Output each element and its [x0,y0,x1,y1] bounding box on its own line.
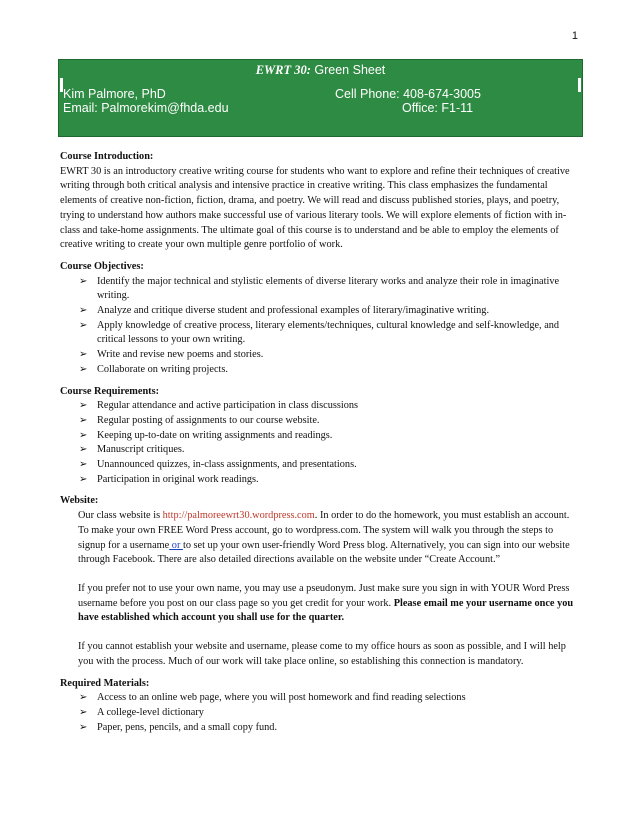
banner-title [59,63,582,78]
banner-row-1 [63,87,578,101]
header-banner [58,59,583,137]
website-paragraph-3: If you cannot establish your website and username, please come to my office hours as soon as possible, and I will help you with the process. Much of our work will take place online, so establishing this connection is mandatory. [78,641,566,667]
materials-list [60,691,580,735]
objectives-list [60,275,580,378]
website-section [60,494,580,669]
website-link[interactable]: http://palmoreewrt30.wordpress.com [162,510,315,522]
materials-section [60,677,580,736]
list-item: ➢ Keeping up-to-date on writing assignments and readings. [79,429,580,444]
list-item: ➢ Apply knowledge of creative process, literary elements/techniques, cultural knowledge and self-knowledge, and critical lessons to your own writing. [79,319,580,348]
list-item: ➢ Manuscript critiques. [79,443,580,458]
list-item: ➢ A college-level dictionary [79,706,580,721]
website-body [60,509,580,669]
course-code: EWRT 30: [255,63,311,77]
list-item: ➢ Write and revise new poems and stories. [79,348,580,363]
page-number: 1 [571,30,578,42]
requirements-heading: Course Requirements: [60,385,160,397]
website-heading: Website: [60,495,99,507]
banner-right-mark [578,78,581,92]
requirements-section [60,385,580,488]
intro-section [60,150,580,253]
title-rest: Green Sheet [310,63,386,77]
email-instruction: Please email me your username once you have established which account you shall use for the quarter. [78,597,574,624]
or-link[interactable]: or [169,539,183,551]
list-item: ➢ Identify the major technical and stylistic elements of diverse literary works and analyze their role in imaginative writing. [79,275,580,304]
requirements-list [60,399,580,487]
objectives-section [60,260,580,378]
instructor-name: Kim Palmore, PhD [63,87,166,101]
website-paragraph-2 [78,582,580,626]
intro-heading: Course Introduction: [60,151,154,162]
text-run: to set up your own user-friendly Word Press blog. Alternatively, you can sign into our website through Facebook. There are also detailed directions available on the website under “Create Account.” [78,539,570,566]
list-item: ➢ Collaborate on writing projects. [79,363,580,378]
text-run: If you prefer not to use your own name, you may use a pseudonym. Just make sure you sign in with YOUR Word Press username before you post on our class page so you get credit for your work. [78,582,570,609]
list-item: ➢ Access to an online web page, where you will post homework and find reading selections [79,691,580,706]
list-item: ➢ Analyze and critique diverse student and professional examples of literary/imaginative writing. [79,304,580,319]
website-paragraph-1 [78,509,580,568]
document-body [60,150,580,742]
list-item: ➢ Unannounced quizzes, in-class assignments, and presentations. [79,458,580,473]
intro-text: EWRT 30 is an introductory creative writing course for students who want to explore and refine their techniques of creative writing through both critical analysis and intensive practice in creative writing. This class emphasizes the fundamental elements of creative non-fiction, fiction, drama, and poetry. We will read and discuss published stories, plays, and poetry, trying to understand how authors make successful use of various literary tools. We will explore elements of fiction with in-class and take-home assignments. The ultimate goal of this course is to understand and be able to employ the elements of creative writing to create your own multiple genre portfolio of work. [60,165,570,251]
banner-row-2 [63,101,578,115]
list-item: ➢ Paper, pens, pencils, and a small copy fund. [79,721,580,736]
list-item: ➢ Regular attendance and active participation in class discussions [79,399,580,414]
office: Office: F1-11 [402,101,474,115]
phone: Cell Phone: 408-674-3005 [335,87,481,101]
list-item: ➢ Regular posting of assignments to our course website. [79,414,580,429]
text-run: . In order to do the homework, you must establish an account. To make your own FREE Word Press account, go to wordpress.com. The system will walk you through the steps to signup for a username [78,510,570,551]
materials-heading: Required Materials: [60,677,150,689]
list-item: ➢ Participation in original work readings. [79,473,580,488]
email: Email: Palmorekim@fhda.edu [63,101,229,115]
text-run: Our class website is [78,510,163,522]
objectives-heading: Course Objectives: [60,260,144,272]
